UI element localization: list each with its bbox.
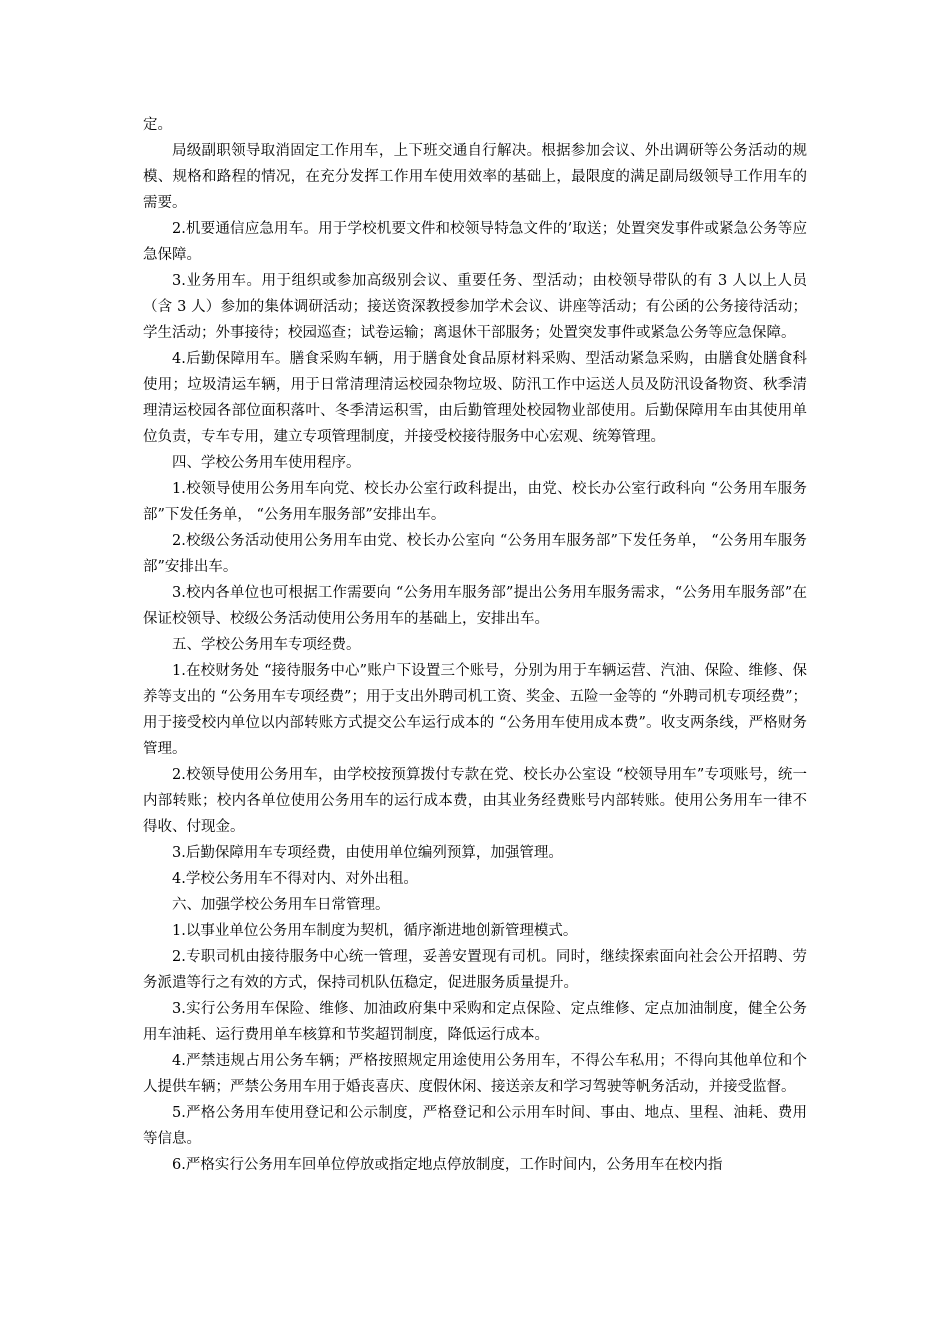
paragraph-10: 1.在校财务处 “接待服务中心”账户下设置三个账号，分别为用于车辆运营、汽油、保险、维修、保养等支出的 “公务用车专项经费”；用于支出外聘司机工资、奖金、五险一金等的 “外聘司机专项经费”；用于接受校内单位以内部转账方式提交公车运行成本的 “公务用车使用成本费”。收支两条线，严格财务管理。 <box>143 663 807 757</box>
paragraph-3: 3.业务用车。用于组织或参加高级别会议、重要任务、型活动；由校领导带队的有 3 人以上人员（含 3 人）参加的集体调研活动；接送资深教授参加学术会议、讲座等活动；有公函的公务接待活动；学生活动；外事接待；校园巡查；试卷运输；离退休干部服务；处置突发事件或紧急公务等应急保障。 <box>143 273 807 341</box>
paragraph-13: 4.学校公务用车不得对内、对外出租。 <box>172 871 418 887</box>
paragraph-12: 3.后勤保障用车专项经费，由使用单位编列预算，加强管理。 <box>172 845 563 861</box>
paragraph-2: 2.机要通信应急用车。用于学校机要文件和校领导特急文件的’取送；处置突发事件或紧急公务等应急保障。 <box>143 221 807 263</box>
paragraph-11: 2.校领导使用公务用车，由学校按预算拨付专款在党、校长办公室设 “校领导用车”专项账号，统一内部转账；校内各单位使用公务用车的运行成本费，由其业务经费账号内部转账。使用公务用车一律不得收、付现金。 <box>143 767 807 835</box>
section-heading-5: 五、学校公务用车专项经费。 <box>172 637 361 653</box>
paragraph-19: 5.严格公务用车使用登记和公示制度，严格登记和公示用车时间、事由、地点、里程、油耗、费用等信息。 <box>143 1105 807 1147</box>
paragraph-20: 6.严格实行公务用车回单位停放或指定地点停放制度，工作时间内，公务用车在校内指 <box>172 1157 723 1173</box>
paragraph-16: 2.专职司机由接待服务中心统一管理，妥善安置现有司机。同时，继续探索面向社会公开招聘、劳务派遣等行之有效的方式，保持司机队伍稳定，促进服务质量提升。 <box>143 949 807 991</box>
paragraph-15: 1.以事业单位公务用车制度为契机，循序渐进地创新管理模式。 <box>172 923 578 939</box>
paragraph-8: 3.校内各单位也可根据工作需要向 “公务用车服务部”提出公务用车服务需求，“公务用车服务部”在保证校领导、校级公务活动使用公务用车的基础上，安排出车。 <box>143 585 807 627</box>
paragraph-17: 3.实行公务用车保险、维修、加油政府集中采购和定点保险、定点维修、定点加油制度，健全公务用车油耗、运行费用单车核算和节奖超罚制度，降低运行成本。 <box>143 1001 807 1043</box>
paragraph-4: 4.后勤保障用车。膳食采购车辆，用于膳食处食品原材料采购、型活动紧急采购，由膳食处膳食科使用；垃圾清运车辆，用于日常清理清运校园杂物垃圾、防汛工作中运送人员及防汛设备物资、秋季清理清运校园各部位面积落叶、冬季清运积雪，由后勤管理处校园物业部使用。后勤保障用车由其使用单位负责，专车专用，建立专项管理制度，并接受校接待服务中心宏观、统筹管理。 <box>143 351 807 445</box>
section-heading-6: 六、加强学校公务用车日常管理。 <box>172 897 390 913</box>
paragraph-0: 定。 <box>143 117 172 133</box>
paragraph-18: 4.严禁违规占用公务车辆；严格按照规定用途使用公务用车，不得公车私用；不得向其他单位和个人提供车辆；严禁公务用车用于婚丧喜庆、度假休闲、接送亲友和学习驾驶等帆务活动，并接受监督。 <box>143 1053 807 1095</box>
document-body <box>143 112 807 1178</box>
paragraph-6: 1.校领导使用公务用车向党、校长办公室行政科提出，由党、校长办公室行政科向 “公务用车服务部”下发任务单， “公务用车服务部”安排出车。 <box>143 481 807 523</box>
paragraph-1: 局级副职领导取消固定工作用车，上下班交通自行解决。根据参加会议、外出调研等公务活动的规模、规格和路程的情况，在充分发挥工作用车使用效率的基础上，最限度的满足副局级领导工作用车的需要。 <box>143 143 807 211</box>
paragraph-7: 2.校级公务活动使用公务用车由党、校长办公室向 “公务用车服务部”下发任务单， “公务用车服务部”安排出车。 <box>143 533 807 575</box>
section-heading-4: 四、学校公务用车使用程序。 <box>172 455 361 471</box>
